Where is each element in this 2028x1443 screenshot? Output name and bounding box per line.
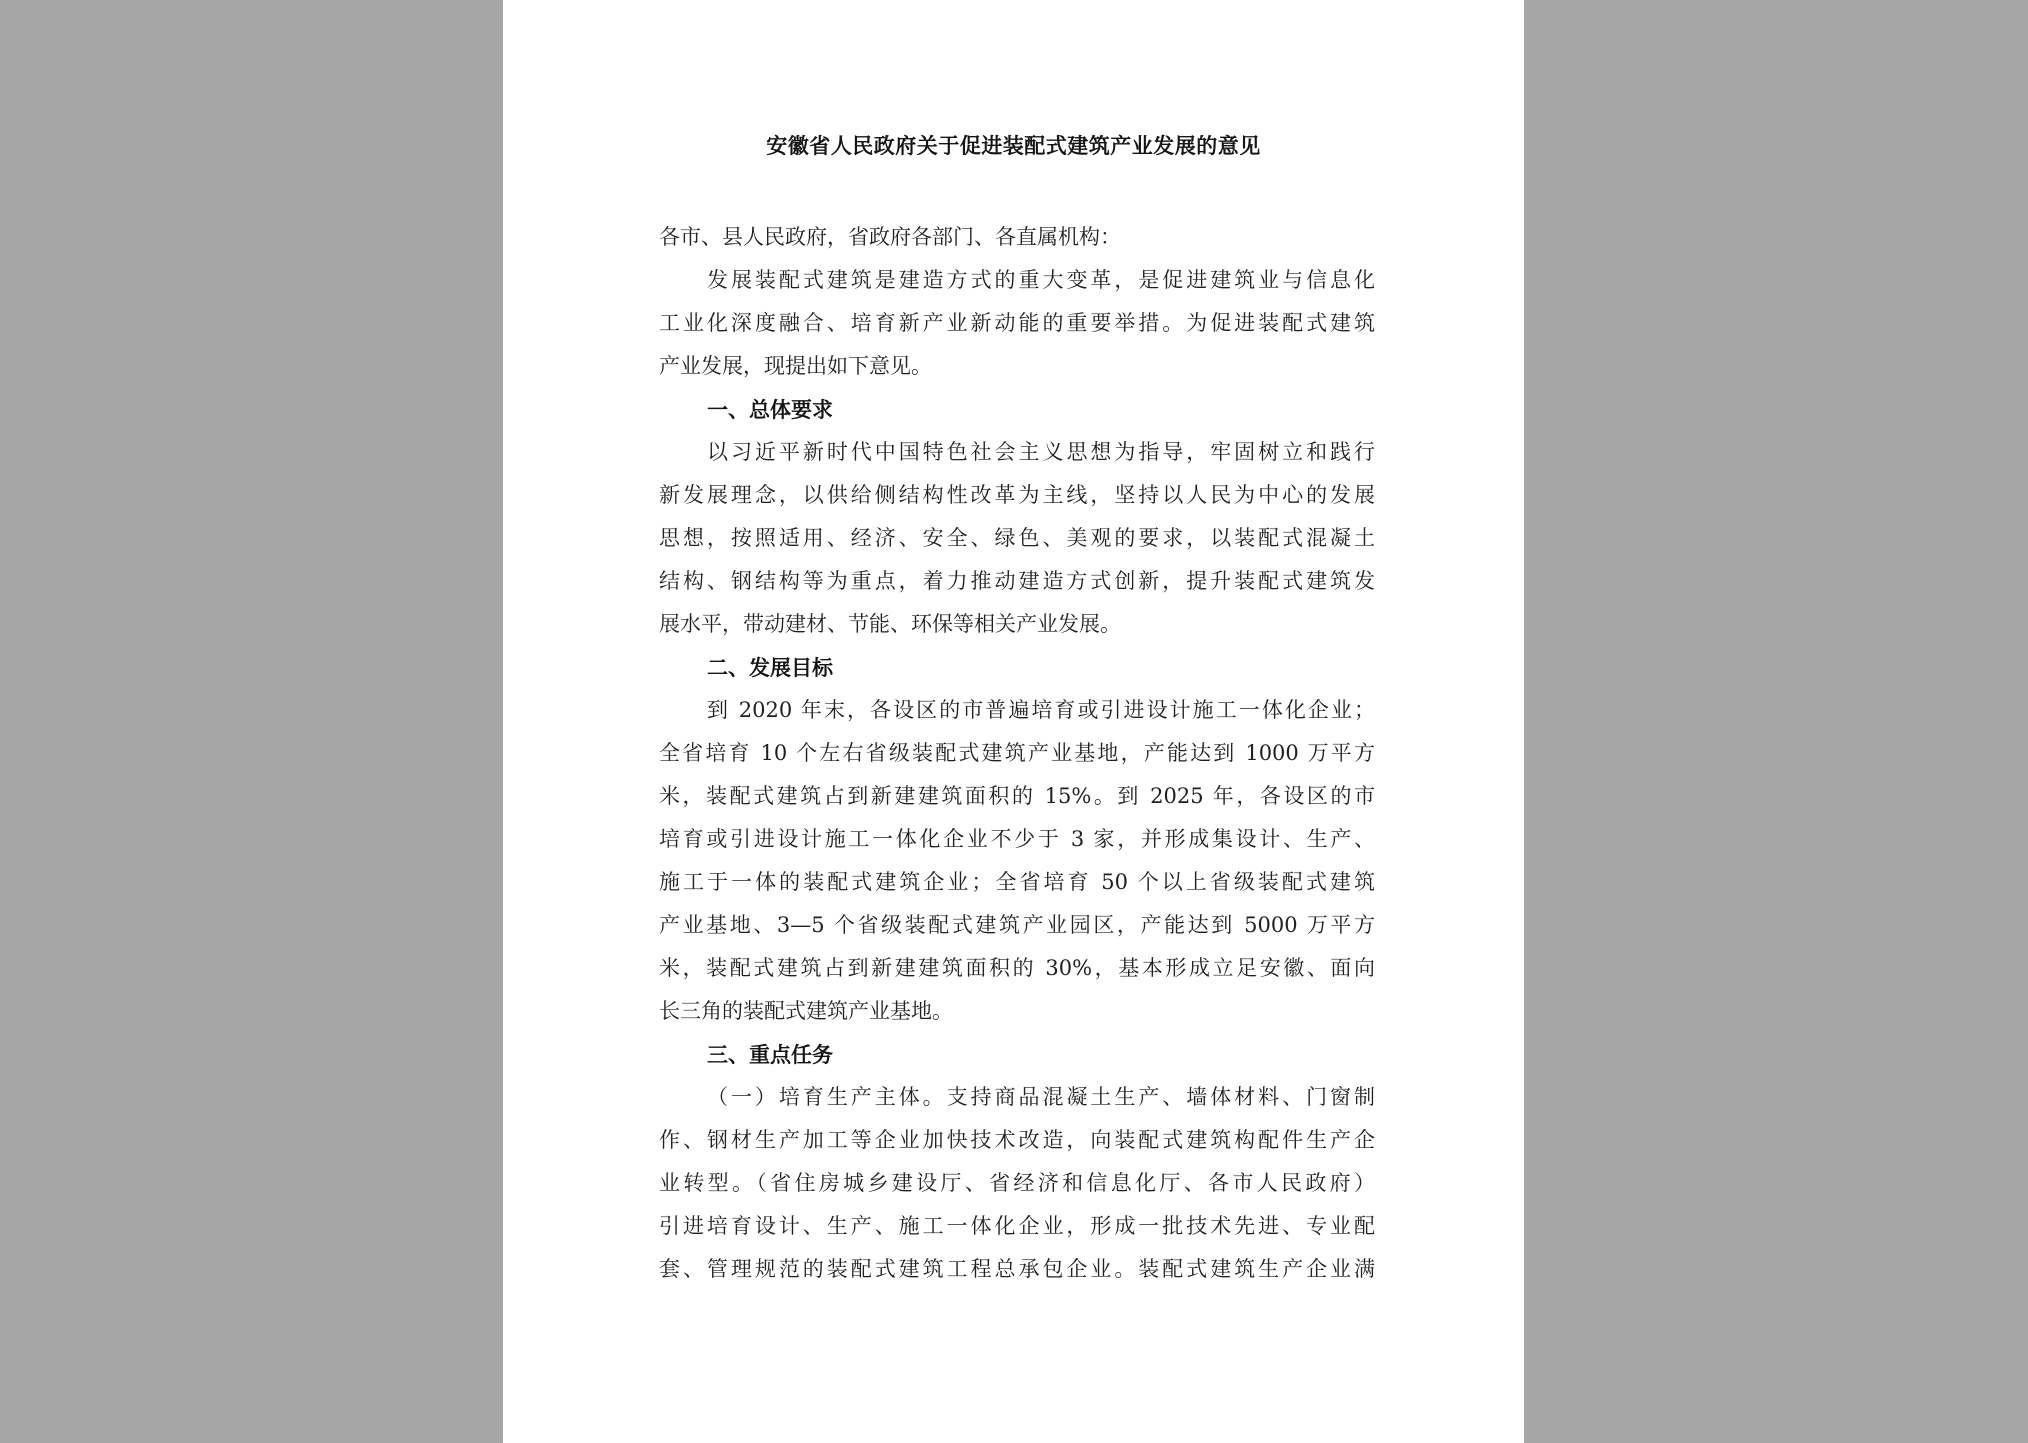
body-text-line: 思想，按照适用、经济、安全、绿色、美观的要求，以装配式混凝土 xyxy=(659,526,1375,550)
body-text-line: 长三角的装配式建筑产业基地。 xyxy=(659,999,953,1023)
body-text-line: 作、钢材生产加工等企业加快技术改造，向装配式建筑构配件生产企 xyxy=(659,1128,1375,1152)
body-text-line: 培育或引进设计施工一体化企业不少于 3 家，并形成集设计、生产、 xyxy=(659,827,1375,851)
body-text-line: （一）培育生产主体。支持商品混凝土生产、墙体材料、门窗制 xyxy=(707,1085,1375,1109)
body-text-line: 发展装配式建筑是建造方式的重大变革，是促进建筑业与信息化 xyxy=(707,268,1375,292)
body-text-line: 引进培育设计、生产、施工一体化企业，形成一批技术先进、专业配 xyxy=(659,1214,1375,1238)
body-text-line: 米，装配式建筑占到新建建筑面积的 30%，基本形成立足安徽、面向 xyxy=(659,956,1375,980)
document-page xyxy=(503,0,1524,1443)
body-text-line: 产业基地、3—5 个省级装配式建筑产业园区，产能达到 5000 万平方 xyxy=(659,913,1375,937)
body-text-line: 新发展理念，以供给侧结构性改革为主线，坚持以人民为中心的发展 xyxy=(659,483,1375,507)
body-text-line: 结构、钢结构等为重点，着力推动建造方式创新，提升装配式建筑发 xyxy=(659,569,1375,593)
body-text-line: 施工于一体的装配式建筑企业；全省培育 50 个以上省级装配式建筑 xyxy=(659,870,1375,894)
document-body xyxy=(659,216,1375,1291)
body-text-line: 米，装配式建筑占到新建建筑面积的 15%。到 2025 年，各设区的市 xyxy=(659,784,1375,808)
body-text-line: 套、管理规范的装配式建筑工程总承包企业。装配式建筑生产企业满 xyxy=(659,1257,1375,1281)
body-text-line: 展水平，带动建材、节能、环保等相关产业发展。 xyxy=(659,612,1121,636)
body-text-line: 各市、县人民政府，省政府各部门、各直属机构： xyxy=(659,225,1121,249)
body-text-line: 工业化深度融合、培育新产业新动能的重要举措。为促进装配式建筑 xyxy=(659,311,1375,335)
document-title: 安徽省人民政府关于促进装配式建筑产业发展的意见 xyxy=(766,133,1261,158)
section-heading: 一、总体要求 xyxy=(707,397,833,422)
body-text-line: 全省培育 10 个左右省级装配式建筑产业基地，产能达到 1000 万平方 xyxy=(659,741,1375,765)
body-text-line: 业转型。（省住房城乡建设厅、省经济和信息化厅、各市人民政府） xyxy=(659,1171,1375,1195)
body-text-line: 以习近平新时代中国特色社会主义思想为指导，牢固树立和践行 xyxy=(707,440,1375,464)
section-heading: 二、发展目标 xyxy=(707,655,833,680)
section-heading: 三、重点任务 xyxy=(707,1042,833,1067)
body-text-line: 到 2020 年末，各设区的市普遍培育或引进设计施工一体化企业； xyxy=(707,698,1375,722)
body-text-line: 产业发展，现提出如下意见。 xyxy=(659,354,932,378)
